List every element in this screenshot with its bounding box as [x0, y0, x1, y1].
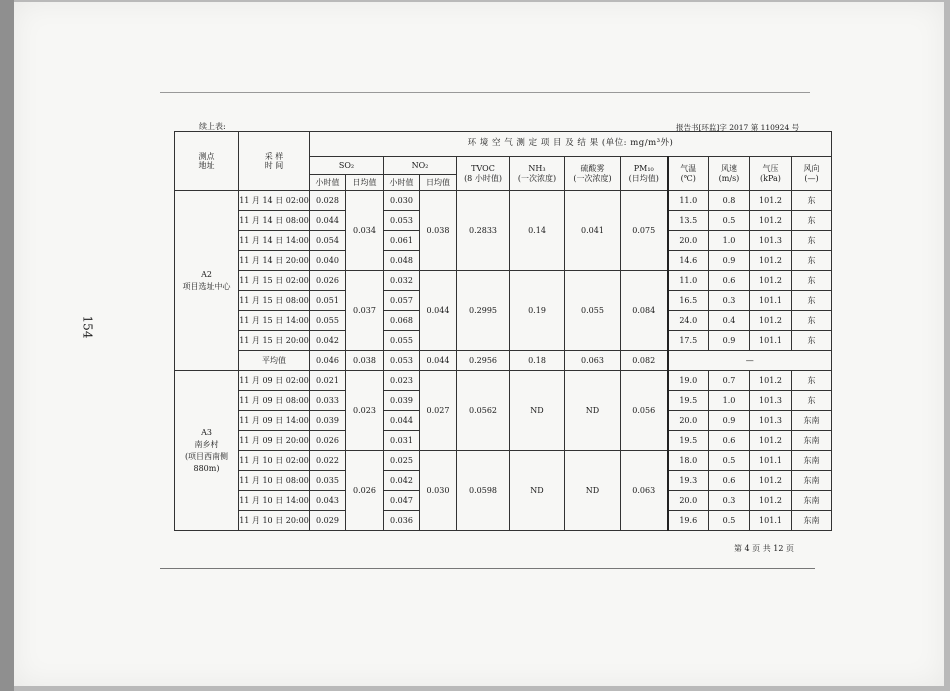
avg-so2-hourly: 0.046 [310, 351, 346, 371]
so2-daily: 0.037 [346, 271, 384, 351]
no2-hourly: 0.039 [384, 391, 420, 411]
wind-speed: 1.0 [709, 391, 750, 411]
wind-direction: 东南 [792, 451, 832, 471]
wind-speed: 0.7 [709, 371, 750, 391]
header-so2: SO₂ [310, 157, 384, 175]
wind-speed: 0.5 [709, 511, 750, 531]
temperature: 17.5 [668, 331, 709, 351]
header-no2: NO₂ [384, 157, 457, 175]
wind-direction: 东 [792, 331, 832, 351]
header-time: 采 样 时 间 [239, 132, 310, 191]
table-row [175, 451, 832, 471]
wind-speed: 0.5 [709, 451, 750, 471]
pm10-value: 0.063 [621, 451, 668, 531]
pressure: 101.2 [750, 211, 792, 231]
header-wind-dir: 风向 (—) [792, 157, 832, 191]
pressure: 101.2 [750, 251, 792, 271]
avg-no2-daily: 0.044 [420, 351, 457, 371]
nh3-value: 0.14 [510, 191, 565, 271]
wind-direction: 东 [792, 231, 832, 251]
wind-speed: 0.5 [709, 211, 750, 231]
wind-direction: 东 [792, 191, 832, 211]
so2-hourly: 0.040 [310, 251, 346, 271]
no2-daily: 0.038 [420, 191, 457, 271]
page-footer: 第 4 页 共 12 页 [734, 544, 794, 553]
so2-hourly: 0.022 [310, 451, 346, 471]
no2-hourly: 0.023 [384, 371, 420, 391]
table-row [175, 271, 832, 291]
wind-direction: 东 [792, 391, 832, 411]
sample-time: 11 月 10 日 14:00 [239, 491, 310, 511]
temperature: 20.0 [668, 491, 709, 511]
no2-hourly: 0.055 [384, 331, 420, 351]
no2-daily: 0.027 [420, 371, 457, 451]
table-row [175, 191, 832, 211]
temperature: 19.6 [668, 511, 709, 531]
wind-direction: 东 [792, 371, 832, 391]
pressure: 101.2 [750, 271, 792, 291]
header-wind-speed: 风速 (m/s) [709, 157, 750, 191]
nh3-value: ND [510, 451, 565, 531]
so2-daily: 0.023 [346, 371, 384, 451]
pressure: 101.3 [750, 391, 792, 411]
sulfuric-value: 0.041 [565, 191, 621, 271]
wind-direction: 东 [792, 291, 832, 311]
so2-hourly: 0.026 [310, 271, 346, 291]
no2-hourly: 0.032 [384, 271, 420, 291]
avg-so2-daily: 0.038 [346, 351, 384, 371]
so2-hourly: 0.026 [310, 431, 346, 451]
wind-direction: 东 [792, 311, 832, 331]
sample-time: 11 月 14 日 02:00 [239, 191, 310, 211]
sample-time: 11 月 09 日 08:00 [239, 391, 310, 411]
no2-daily: 0.030 [420, 451, 457, 531]
sample-time: 11 月 09 日 02:00 [239, 371, 310, 391]
header-tvoc: TVOC (8 小时值) [457, 157, 510, 191]
no2-hourly: 0.053 [384, 211, 420, 231]
no2-hourly: 0.048 [384, 251, 420, 271]
header-sulfuric: 硫酸雾 (一次浓度) [565, 157, 621, 191]
table-row [175, 132, 832, 157]
avg-meteorology: — [668, 351, 832, 371]
avg-no2-hourly: 0.053 [384, 351, 420, 371]
pressure: 101.2 [750, 431, 792, 451]
header-so2-hourly: 小时值 [310, 175, 346, 191]
sulfuric-value: ND [565, 371, 621, 451]
so2-hourly: 0.051 [310, 291, 346, 311]
no2-hourly: 0.030 [384, 191, 420, 211]
footer-rule [160, 568, 815, 569]
wind-speed: 0.3 [709, 491, 750, 511]
sample-time: 11 月 10 日 20:00 [239, 511, 310, 531]
sample-time: 11 月 15 日 02:00 [239, 271, 310, 291]
nh3-value: ND [510, 371, 565, 451]
tvoc-value: 0.0598 [457, 451, 510, 531]
avg-nh3: 0.18 [510, 351, 565, 371]
no2-hourly: 0.061 [384, 231, 420, 251]
temperature: 11.0 [668, 271, 709, 291]
header-nh3: NH₃ (一次浓度) [510, 157, 565, 191]
no2-hourly: 0.068 [384, 311, 420, 331]
nh3-value: 0.19 [510, 271, 565, 351]
air-quality-table [174, 131, 832, 531]
pm10-value: 0.084 [621, 271, 668, 351]
pressure: 101.2 [750, 371, 792, 391]
pressure: 101.2 [750, 491, 792, 511]
temperature: 19.5 [668, 391, 709, 411]
wind-direction: 东南 [792, 491, 832, 511]
pressure: 101.1 [750, 451, 792, 471]
sample-time: 11 月 15 日 08:00 [239, 291, 310, 311]
sample-time: 11 月 15 日 14:00 [239, 311, 310, 331]
table-row [175, 351, 832, 371]
wind-speed: 0.6 [709, 431, 750, 451]
so2-hourly: 0.054 [310, 231, 346, 251]
wind-direction: 东南 [792, 431, 832, 451]
wind-speed: 0.6 [709, 271, 750, 291]
wind-speed: 1.0 [709, 231, 750, 251]
pressure: 101.3 [750, 231, 792, 251]
avg-pm10: 0.082 [621, 351, 668, 371]
so2-hourly: 0.039 [310, 411, 346, 431]
sample-time: 11 月 15 日 20:00 [239, 331, 310, 351]
wind-speed: 0.9 [709, 331, 750, 351]
wind-direction: 东南 [792, 471, 832, 491]
no2-hourly: 0.025 [384, 451, 420, 471]
so2-hourly: 0.044 [310, 211, 346, 231]
average-label: 平均值 [239, 351, 310, 371]
wind-direction: 东 [792, 211, 832, 231]
so2-hourly: 0.035 [310, 471, 346, 491]
temperature: 19.5 [668, 431, 709, 451]
header-rule [160, 92, 810, 93]
temperature: 16.5 [668, 291, 709, 311]
wind-speed: 0.6 [709, 471, 750, 491]
wind-speed: 0.4 [709, 311, 750, 331]
temperature: 20.0 [668, 231, 709, 251]
pressure: 101.2 [750, 191, 792, 211]
header-no2-hourly: 小时值 [384, 175, 420, 191]
so2-hourly: 0.055 [310, 311, 346, 331]
temperature: 11.0 [668, 191, 709, 211]
header-temp: 气温 (℃) [668, 157, 709, 191]
wind-speed: 0.3 [709, 291, 750, 311]
so2-daily: 0.034 [346, 191, 384, 271]
so2-hourly: 0.028 [310, 191, 346, 211]
scan-left-edge [0, 0, 14, 691]
side-page-number: 154 [80, 315, 95, 339]
no2-hourly: 0.047 [384, 491, 420, 511]
no2-hourly: 0.044 [384, 411, 420, 431]
no2-hourly: 0.036 [384, 511, 420, 531]
so2-hourly: 0.042 [310, 331, 346, 351]
no2-hourly: 0.057 [384, 291, 420, 311]
sample-time: 11 月 10 日 02:00 [239, 451, 310, 471]
header-pm10: PM₁₀ (日均值) [621, 157, 668, 191]
wind-speed: 0.9 [709, 411, 750, 431]
pressure: 101.2 [750, 311, 792, 331]
site-a3-name: A3 南乡村 (项目西南侧 880m) [175, 371, 239, 531]
pressure: 101.2 [750, 471, 792, 491]
wind-direction: 东 [792, 251, 832, 271]
so2-hourly: 0.021 [310, 371, 346, 391]
wind-direction: 东南 [792, 411, 832, 431]
no2-hourly: 0.031 [384, 431, 420, 451]
temperature: 13.5 [668, 211, 709, 231]
pressure: 101.3 [750, 411, 792, 431]
so2-daily: 0.026 [346, 451, 384, 531]
so2-hourly: 0.043 [310, 491, 346, 511]
so2-hourly: 0.033 [310, 391, 346, 411]
sample-time: 11 月 10 日 08:00 [239, 471, 310, 491]
avg-tvoc: 0.2956 [457, 351, 510, 371]
wind-direction: 东 [792, 271, 832, 291]
temperature: 20.0 [668, 411, 709, 431]
header-site: 测点 地址 [175, 132, 239, 191]
temperature: 14.6 [668, 251, 709, 271]
wind-speed: 0.8 [709, 191, 750, 211]
sample-time: 11 月 09 日 14:00 [239, 411, 310, 431]
sample-time: 11 月 14 日 14:00 [239, 231, 310, 251]
pm10-value: 0.056 [621, 371, 668, 451]
header-pressure: 气压 (kPa) [750, 157, 792, 191]
continued-label: 续上表: [199, 122, 226, 131]
tvoc-value: 0.0562 [457, 371, 510, 451]
pm10-value: 0.075 [621, 191, 668, 271]
sulfuric-value: 0.055 [565, 271, 621, 351]
sample-time: 11 月 14 日 20:00 [239, 251, 310, 271]
report-number: 报告书[环监]字 2017 第 110924 号 [676, 123, 800, 132]
table-row [175, 371, 832, 391]
header-so2-daily: 日均值 [346, 175, 384, 191]
pressure: 101.1 [750, 291, 792, 311]
tvoc-value: 0.2995 [457, 271, 510, 351]
temperature: 24.0 [668, 311, 709, 331]
no2-daily: 0.044 [420, 271, 457, 351]
sample-time: 11 月 14 日 08:00 [239, 211, 310, 231]
tvoc-value: 0.2833 [457, 191, 510, 271]
temperature: 18.0 [668, 451, 709, 471]
temperature: 19.0 [668, 371, 709, 391]
header-no2-daily: 日均值 [420, 175, 457, 191]
temperature: 19.3 [668, 471, 709, 491]
sample-time: 11 月 09 日 20:00 [239, 431, 310, 451]
pressure: 101.1 [750, 511, 792, 531]
so2-hourly: 0.029 [310, 511, 346, 531]
avg-sulfuric: 0.063 [565, 351, 621, 371]
header-group: 环 境 空 气 测 定 项 目 及 结 果 (单位: mg/m³外) [310, 132, 832, 157]
sulfuric-value: ND [565, 451, 621, 531]
no2-hourly: 0.042 [384, 471, 420, 491]
wind-direction: 东南 [792, 511, 832, 531]
pressure: 101.1 [750, 331, 792, 351]
wind-speed: 0.9 [709, 251, 750, 271]
site-a2-name: A2 项目选址中心 [175, 191, 239, 371]
